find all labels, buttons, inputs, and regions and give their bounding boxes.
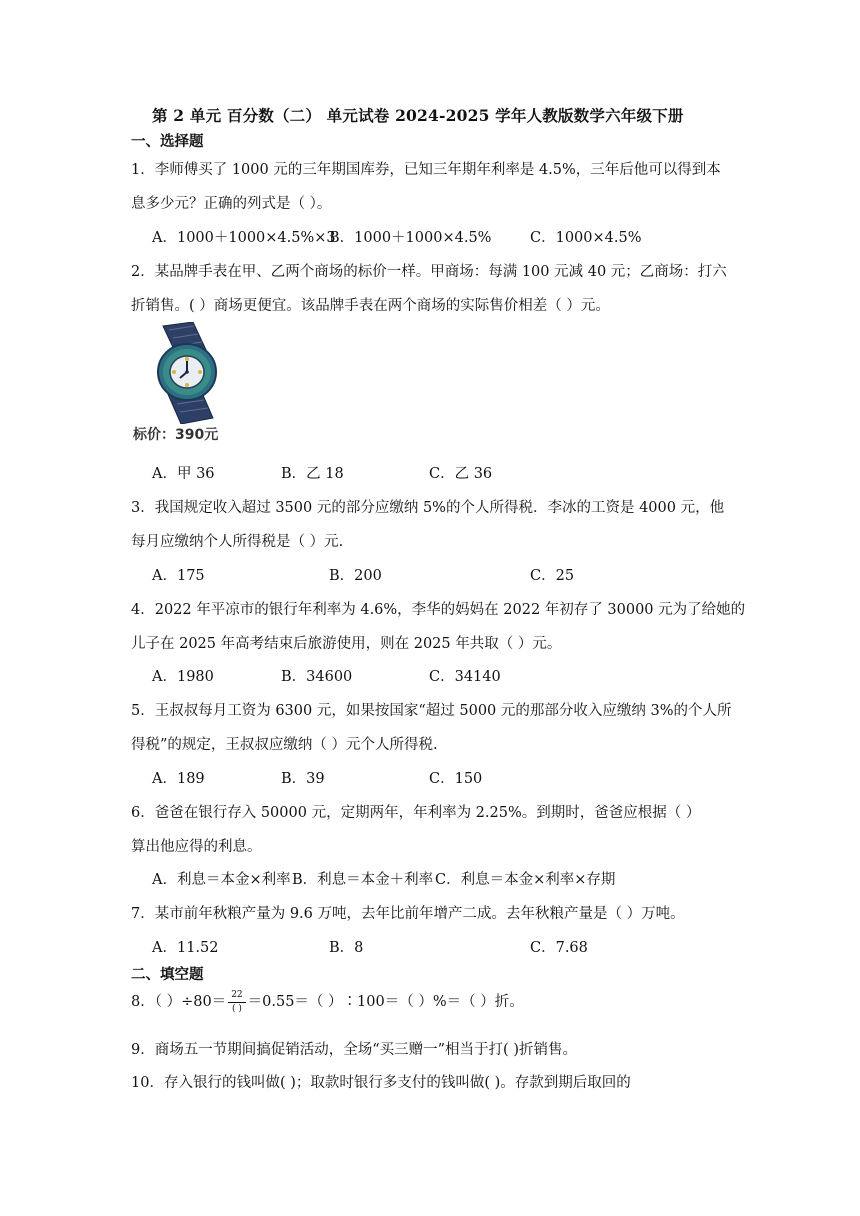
question-5-line-1: 5．王叔叔每月工资为 6300 元，如果按国家“超过 5000 元的那部分收入应缴纳 3%的个人所: [131, 703, 732, 719]
option-c: C．150: [429, 771, 483, 787]
option-a: A．11.52: [152, 940, 219, 956]
option-b: B．1000＋1000×4.5%: [329, 230, 492, 246]
fraction-numerator: 22: [228, 991, 245, 1003]
question-4-line-2: 儿子在 2025 年高考结束后旅游使用，则在 2025 年共取（ ）元。: [131, 636, 562, 652]
question-2-line-2: 折销售。( ）商场更便宜。该品牌手表在两个商场的实际售价相差（ ）元。: [131, 298, 610, 314]
option-b: B．39: [281, 771, 325, 787]
option-c: C．利息＝本金×利率×存期: [435, 872, 616, 888]
option-a: A．189: [152, 771, 205, 787]
question-1-line-1: 1．李师傅买了 1000 元的三年期国库券，已知三年期年利率是 4.5%，三年后他可以得到本: [131, 162, 721, 178]
question-3-line-2: 每月应缴纳个人所得税是（ ）元.: [131, 534, 344, 550]
option-a: A．甲 36: [152, 466, 215, 482]
option-b: B．8: [329, 940, 364, 956]
question-4-line-1: 4．2022 年平凉市的银行年利率为 4.6%，李华的妈妈在 2022 年初存了 30000 元为了给她的: [131, 602, 746, 618]
section-heading-choice: 一、选择题: [131, 133, 204, 150]
question-9-line-1: 9．商场五一节期间搞促销活动，全场“买三赠一”相当于打( )折销售。: [131, 1042, 577, 1058]
option-b: B．利息＝本金＋利率: [292, 872, 434, 888]
question-6-line-2: 算出他应得的利息。: [131, 839, 262, 855]
option-c: C．7.68: [530, 940, 588, 956]
question-5-line-2: 得税”的规定，王叔叔应缴纳（ ）元个人所得税.: [131, 737, 438, 753]
fraction-denominator: ( ): [231, 1003, 242, 1014]
option-a: A．1980: [152, 669, 214, 685]
option-b: B．200: [329, 568, 382, 584]
question-3-line-1: 3．我国规定收入超过 3500 元的部分应缴纳 5%的个人所得税．李冰的工资是 4000 元，他: [131, 500, 725, 516]
section-heading-fill: 二、填空题: [131, 966, 204, 983]
fraction: [228, 991, 245, 1014]
option-c: C．1000×4.5%: [530, 230, 642, 246]
option-a: A．利息＝本金×利率: [152, 872, 291, 888]
question-10-line-1: 10．存入银行的钱叫做( )；取款时银行多支付的钱叫做( )。存款到期后取回的: [131, 1075, 631, 1091]
question-8-part-1: 8．（ ）÷80＝: [131, 994, 227, 1010]
question-7-line-1: 7．某市前年秋粮产量为 9.6 万吨，去年比前年增产二成。去年秋粮产量是（ ）万吨。: [131, 906, 685, 922]
option-c: C．34140: [429, 669, 501, 685]
question-8-line: [131, 990, 524, 1014]
option-b: B．乙 18: [281, 466, 344, 482]
option-c: C．25: [530, 568, 575, 584]
option-c: C．乙 36: [429, 466, 493, 482]
question-8-part-2: ＝0.55＝（ ）∶100＝（ ）%＝（ ）折。: [247, 994, 524, 1010]
question-1-line-2: 息多少元？正确的列式是（ ）。: [131, 196, 332, 212]
wristwatch-icon: [147, 322, 223, 424]
option-a: A．1000＋1000×4.5%×3: [152, 230, 336, 246]
page-title: 第 2 单元 百分数（二） 单元试卷 2024-2025 学年人教版数学六年级下册: [152, 106, 684, 125]
question-6-line-1: 6．爸爸在银行存入 50000 元，定期两年，年利率为 2.25%。到期时，爸爸应根据（ ）: [131, 805, 701, 821]
option-a: A．175: [152, 568, 205, 584]
price-tag-caption: 标价：390元: [133, 427, 219, 443]
question-2-line-1: 2．某品牌手表在甲、乙两个商场的标价一样。甲商场：每满 100 元减 40 元；乙商场：打六: [131, 264, 727, 280]
option-b: B．34600: [281, 669, 353, 685]
